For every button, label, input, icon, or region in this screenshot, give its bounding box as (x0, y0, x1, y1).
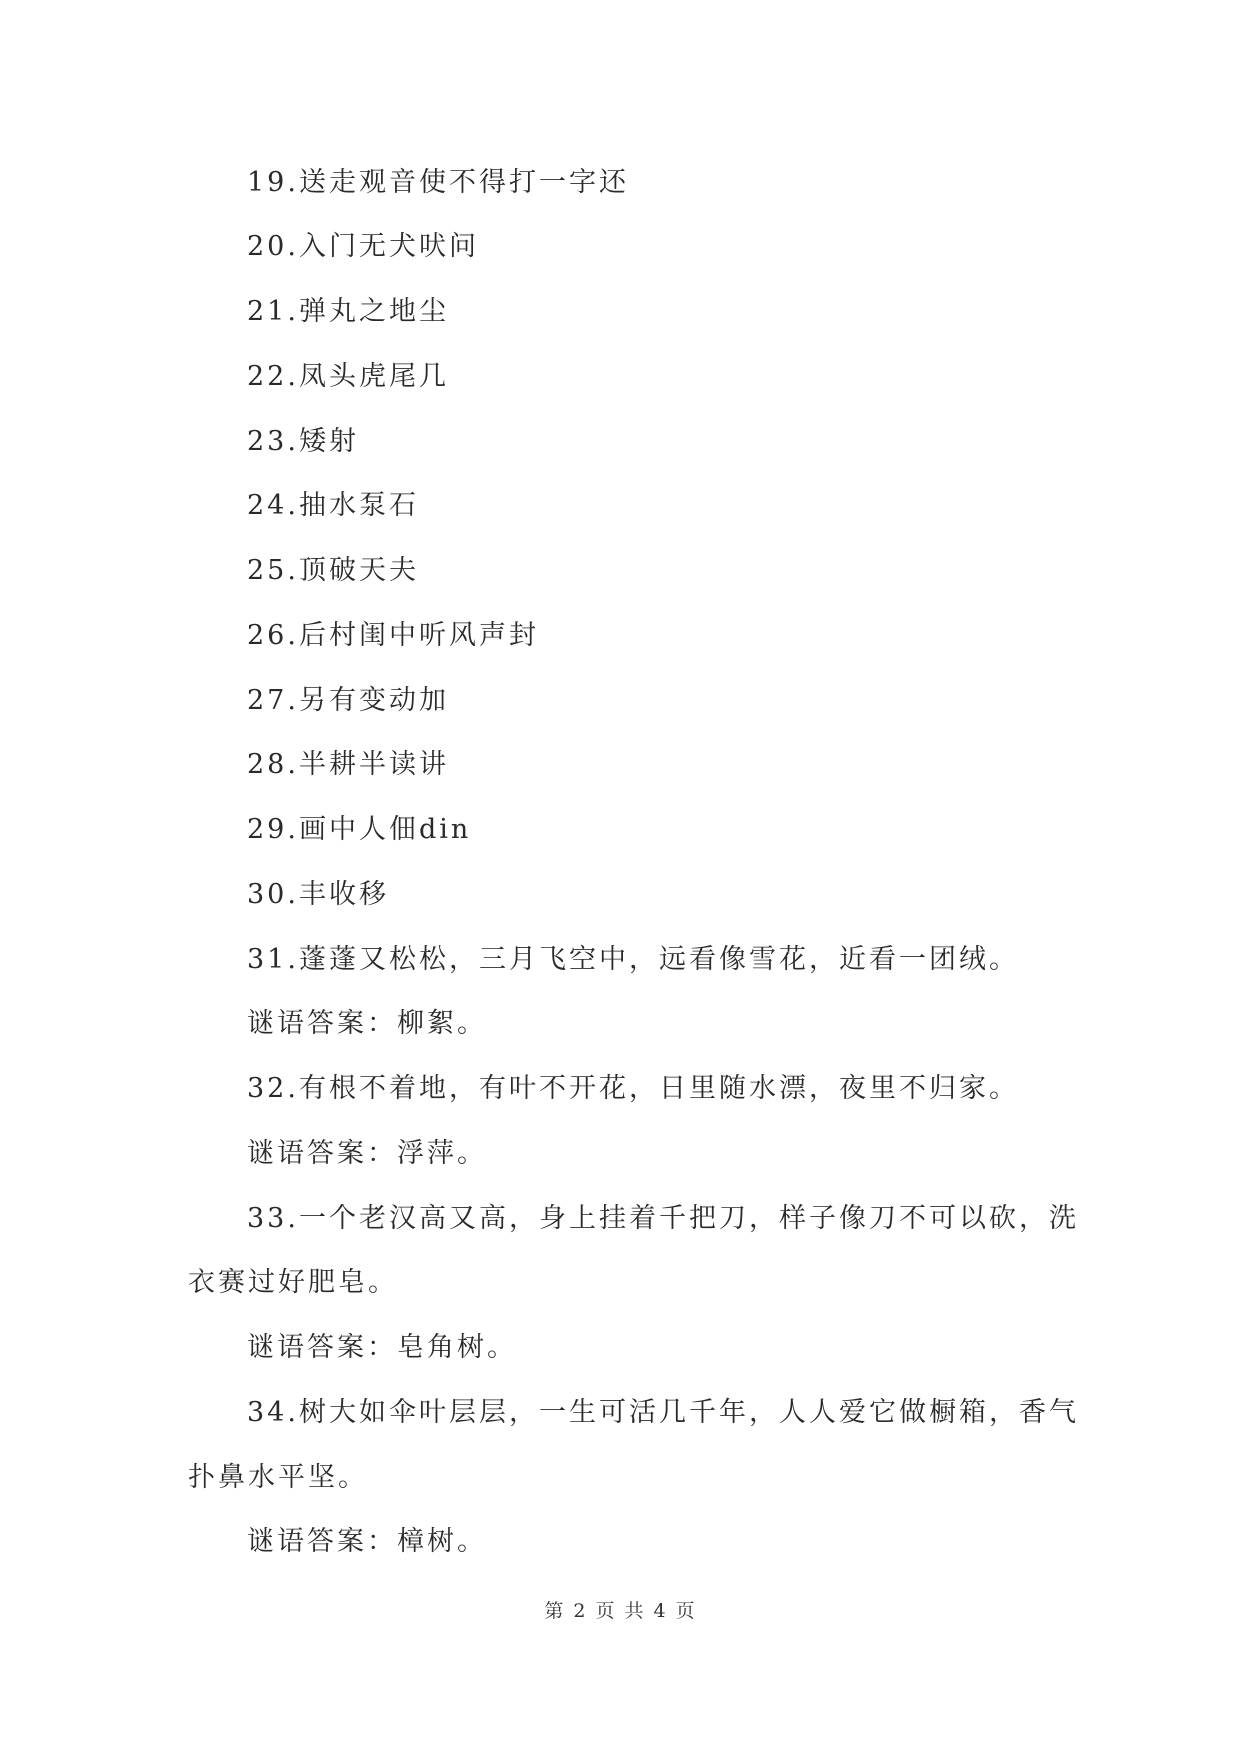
riddle-20: 20.入门无犬吠问 (247, 231, 479, 262)
riddle-33-continued: 衣赛过好肥皂。 (188, 1267, 398, 1298)
riddle-30: 30.丰收移 (247, 879, 389, 910)
riddle-31: 31.蓬蓬又松松，三月飞空中，远看像雪花，近看一团绒。 (247, 944, 1019, 975)
riddle-34-answer: 谜语答案：樟树。 (247, 1526, 487, 1557)
riddle-19: 19.送走观音使不得打一字还 (247, 167, 629, 198)
riddle-33-answer: 谜语答案：皂角树。 (247, 1332, 517, 1363)
riddle-34-continued: 扑鼻水平坚。 (188, 1462, 368, 1493)
riddle-22: 22.凤头虎尾几 (247, 361, 449, 392)
riddle-32-answer: 谜语答案：浮萍。 (247, 1138, 487, 1169)
riddle-28: 28.半耕半读讲 (247, 749, 449, 780)
riddle-33: 33.一个老汉高又高，身上挂着千把刀，样子像刀不可以砍，洗 (247, 1203, 1079, 1234)
riddle-27: 27.另有变动加 (247, 685, 449, 716)
riddle-23: 23.矮射 (247, 426, 359, 457)
riddle-24: 24.抽水泵石 (247, 490, 419, 521)
riddle-32: 32.有根不着地，有叶不开花，日里随水漂，夜里不归家。 (247, 1073, 1019, 1104)
riddle-29: 29.画中人佃din (247, 814, 472, 845)
page-footer: 第 2 页 共 4 页 (544, 1600, 697, 1622)
riddle-26: 26.后村闺中听风声封 (247, 620, 539, 651)
riddle-31-answer: 谜语答案：柳絮。 (247, 1008, 487, 1039)
riddle-21: 21.弹丸之地尘 (247, 296, 449, 327)
riddle-34: 34.树大如伞叶层层，一生可活几千年，人人爱它做橱箱，香气 (247, 1397, 1079, 1428)
riddle-25: 25.顶破天夫 (247, 555, 419, 586)
